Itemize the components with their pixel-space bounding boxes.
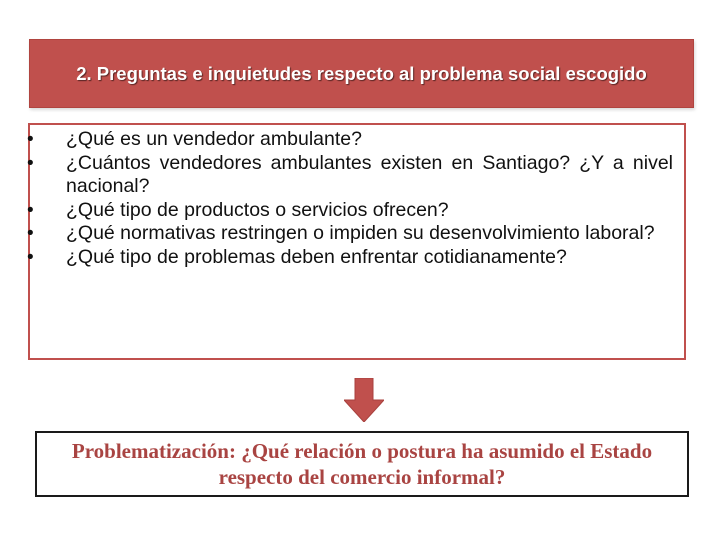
question-item <box>27 128 673 152</box>
arrow-down-icon <box>344 378 384 422</box>
section-title-banner <box>29 39 694 108</box>
question-text: ¿Qué tipo de problemas deben enfrentar cotidianamente? <box>66 245 567 268</box>
problematization-text: Problematización: ¿Qué relación o postura ha asumido el Estado respecto del comercio informal? <box>71 439 653 489</box>
section-title: 2. Preguntas e inquietudes respecto al problema social escogido <box>76 62 647 84</box>
question-text: ¿Cuántos vendedores ambulantes existen en Santiago? ¿Y a nivel nacional? <box>66 151 673 197</box>
bullet-icon: • <box>27 129 34 150</box>
bullet-icon: • <box>27 152 34 174</box>
question-item <box>27 151 673 199</box>
questions-list <box>27 128 673 269</box>
bullet-icon: • <box>27 223 34 244</box>
question-item <box>27 222 673 246</box>
bullet-icon: • <box>27 199 34 221</box>
question-item <box>27 198 673 223</box>
problematization-box <box>35 431 689 497</box>
question-text: ¿Qué normativas restringen o impiden su desenvolvimiento laboral? <box>66 222 655 244</box>
question-item <box>27 245 673 270</box>
question-text: ¿Qué tipo de productos o servicios ofrecen? <box>66 198 449 221</box>
bullet-icon: • <box>27 246 34 268</box>
question-text: ¿Qué es un vendedor ambulante? <box>66 128 362 150</box>
